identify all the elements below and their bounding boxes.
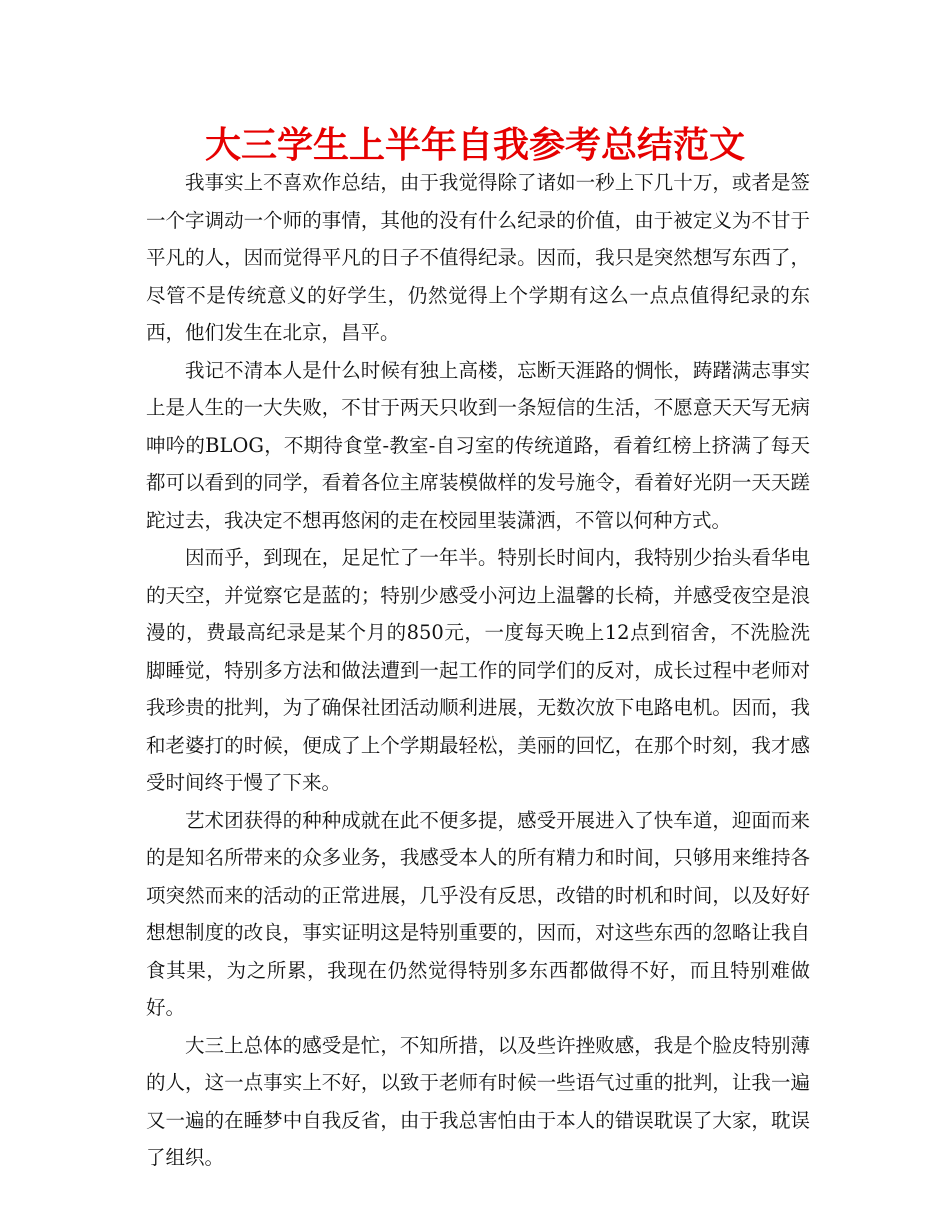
document-title: 大三学生上半年自我参考总结范文 — [204, 125, 745, 166]
paragraph: 我记不清本人是什么时候有独上高楼，忘断天涯路的惆怅，踌躇满志事实上是人生的一大失败，不甘于两天只收到一条短信的生活，不愿意天天写无病呻吟的BLOG，不期待食堂-教室-自习室的传统道路，看着红榜上挤满了每天都可以看到的同学，看着各位主席装模做样的发号施令，看着好光阴一天天蹉跎过去，我决定不想再悠闲的走在校园里装潇洒，不管以何种方式。 — [146, 358, 810, 532]
paragraph: 因而乎，到现在，足足忙了一年半。特别长时间内，我特别少抬头看华电的天空，并觉察它是蓝的；特别少感受小河边上温馨的长椅，并感受夜空是浪漫的，费最高纪录是某个月的850元，一度每天晚上12点到宿舍，不洗脸洗脚睡觉，特别多方法和做法遭到一起工作的同学们的反对，成长过程中老师对我珍贵的批判，为了确保社团活动顺利进展，无数次放下电路电机。因而，我和老婆打的时候，便成了上个学期最轻松，美丽的回忆，在那个时刻，我才感受时间终于慢了下来。 — [146, 546, 810, 794]
paragraph: 我事实上不喜欢作总结，由于我觉得除了诸如一秒上下几十万，或者是签一个字调动一个师的事情，其他的没有什么纪录的价值，由于被定义为不甘于平凡的人，因而觉得平凡的日子不值得纪录。因而，我只是突然想写东西了，尽管不是传统意义的好学生，仍然觉得上个学期有这么一点点值得纪录的东西，他们发生在北京，昌平。 — [146, 171, 810, 344]
paragraph: 大三上总体的感受是忙，不知所措，以及些许挫败感，我是个脸皮特别薄的人，这一点事实上不好，以致于老师有时候一些语气过重的批判，让我一遍又一遍的在睡梦中自我反省，由于我总害怕由于本人的错误耽误了大家，耽误了组织。 — [146, 1033, 810, 1169]
paragraph: 艺术团获得的种种成就在此不便多提，感受开展进入了快车道，迎面而来的是知名所带来的众多业务，我感受本人的所有精力和时间，只够用来维持各项突然而来的活动的正常进展，几乎没有反思，改错的时机和时间，以及好好想想制度的改良，事实证明这是特别重要的，因而，对这些东西的忽略让我自食其果，为之所累，我现在仍然觉得特别多东西都做得不好，而且特别难做好。 — [146, 808, 810, 1019]
document-body — [146, 164, 810, 1177]
